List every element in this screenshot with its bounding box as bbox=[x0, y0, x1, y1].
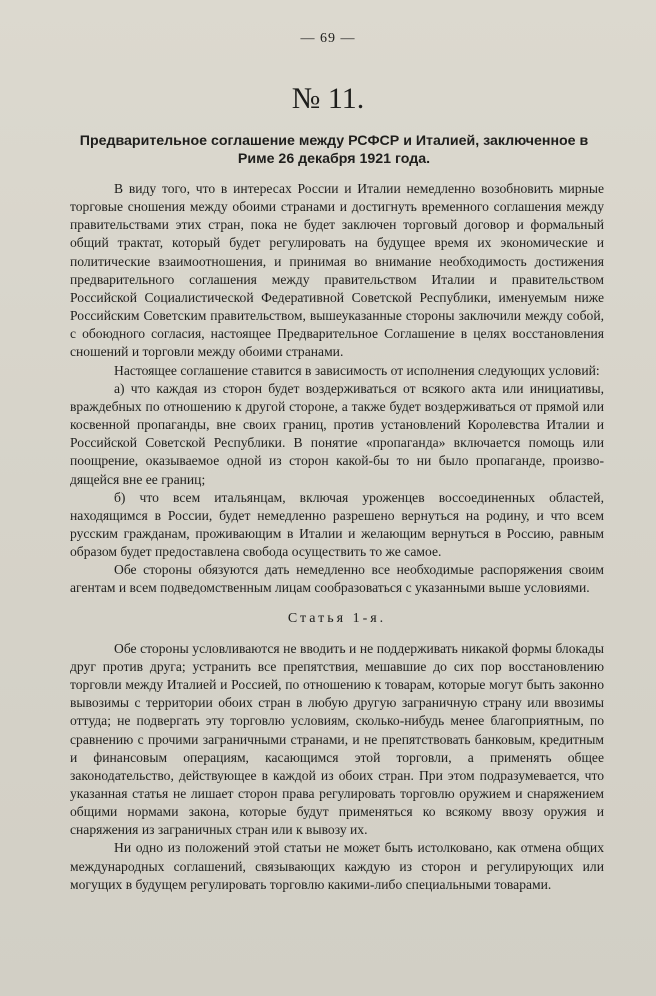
article-heading: Статья 1-я. bbox=[287, 610, 387, 626]
article-1-paragraph-1: Обе стороны условливаются не вводить и не поддерживать никакой формы блокады друг против друга; устранить все препятствия, мешавшие до сих пор восстановлению торговли между Италией и Россией, по отношению к товарам, которые могут быть законно вывозимы с территории обоих стран в любую другую заграничную страну или ввозимы оттуда; не подвергать эту торговлю условиям, сколько-нибудь менее благоприятным, по сравнению с прочими заграничными странами, и не препятствовать банковым, кредитным и финансовым операциям, касающимся этой торговли, а применять общее законодательство, действующее в каждой из обоих стран. При этом подразумевается, что указанная статья не лишает сторон права регулировать торговлю оружием и снаряжением общими нормами закона, которые будут применяться ко всякому ввозу оружия и снаряжения из заграничных стран или к вывозу их. bbox=[70, 640, 604, 838]
conditions-intro-paragraph: Настоящее соглашение ставится в зависимость от исполнения следующих условий: bbox=[114, 362, 600, 378]
document-title: Предварительное соглашение между РСФСР и Италией, заключенное в Риме 26 декабря 1921 года. bbox=[79, 133, 589, 167]
document-body bbox=[70, 180, 604, 894]
condition-a-paragraph: а) что каждая из сторон будет воздерживаться от всякого акта или инициативы, враждебных по отношению к другой стороне, а также будет воздерживаться от прямой или косвенной пропаганды, вне своих границ, против установлений Королевства Италии и Российской Советской Республики. В понятие «пропаганда» включается помощь или поощрение, оказываемое одной из сторон какой-бы то ни было пропаганде, производящейся вне ее границ; bbox=[70, 380, 604, 487]
condition-b-paragraph: б) что всем итальянцам, включая уроженцев воссоединенных областей, находящимся в России, будет немедленно разрешено вернуться на родину, и что всем русским гражданам, проживающим в Италии и желающим вернуться в Россию, равным образом будет предоставлена свобода осуществить то же самое. bbox=[70, 489, 604, 560]
page-number: — 69 — bbox=[300, 31, 356, 46]
article-1-paragraph-2: Ни одно из положений этой статьи не может быть истолковано, как отмена общих международных соглашений, связывающих каждую из сторон и регулирующих или могущих в будущем регулировать торговлю какими-либо специальными товарами. bbox=[70, 840, 604, 892]
preamble-paragraph: В виду того, что в интересах России и Италии немедленно возобновить мирные торговые сношения между обоими странами и достигнуть временного соглашения между правительствами этих стран, пока не будет заключен торговый договор и формальный общий трактат, который будет регулировать на будущее время их экономические и политические взаимоотношения, и принимая во внимание необходимость достижения предварительного соглашения между правительством Италии и правительством Российской Социалистической Федеративной Советской Республики, именуемым ниже Российским Советским правительством, вышеуказанные стороны заключили между собой, с обоюдного согласия, настоящее Предварительное Соглашение в целях восстановления сношений и торговли между обоими странами. bbox=[70, 181, 604, 360]
document-number: № 11. bbox=[291, 82, 365, 115]
obligations-paragraph: Обе стороны обязуются дать немедленно все необходимые распоряжения своим агентам и всем подведомственным лицам сообразоваться с указанными выше условиями. bbox=[70, 562, 604, 596]
